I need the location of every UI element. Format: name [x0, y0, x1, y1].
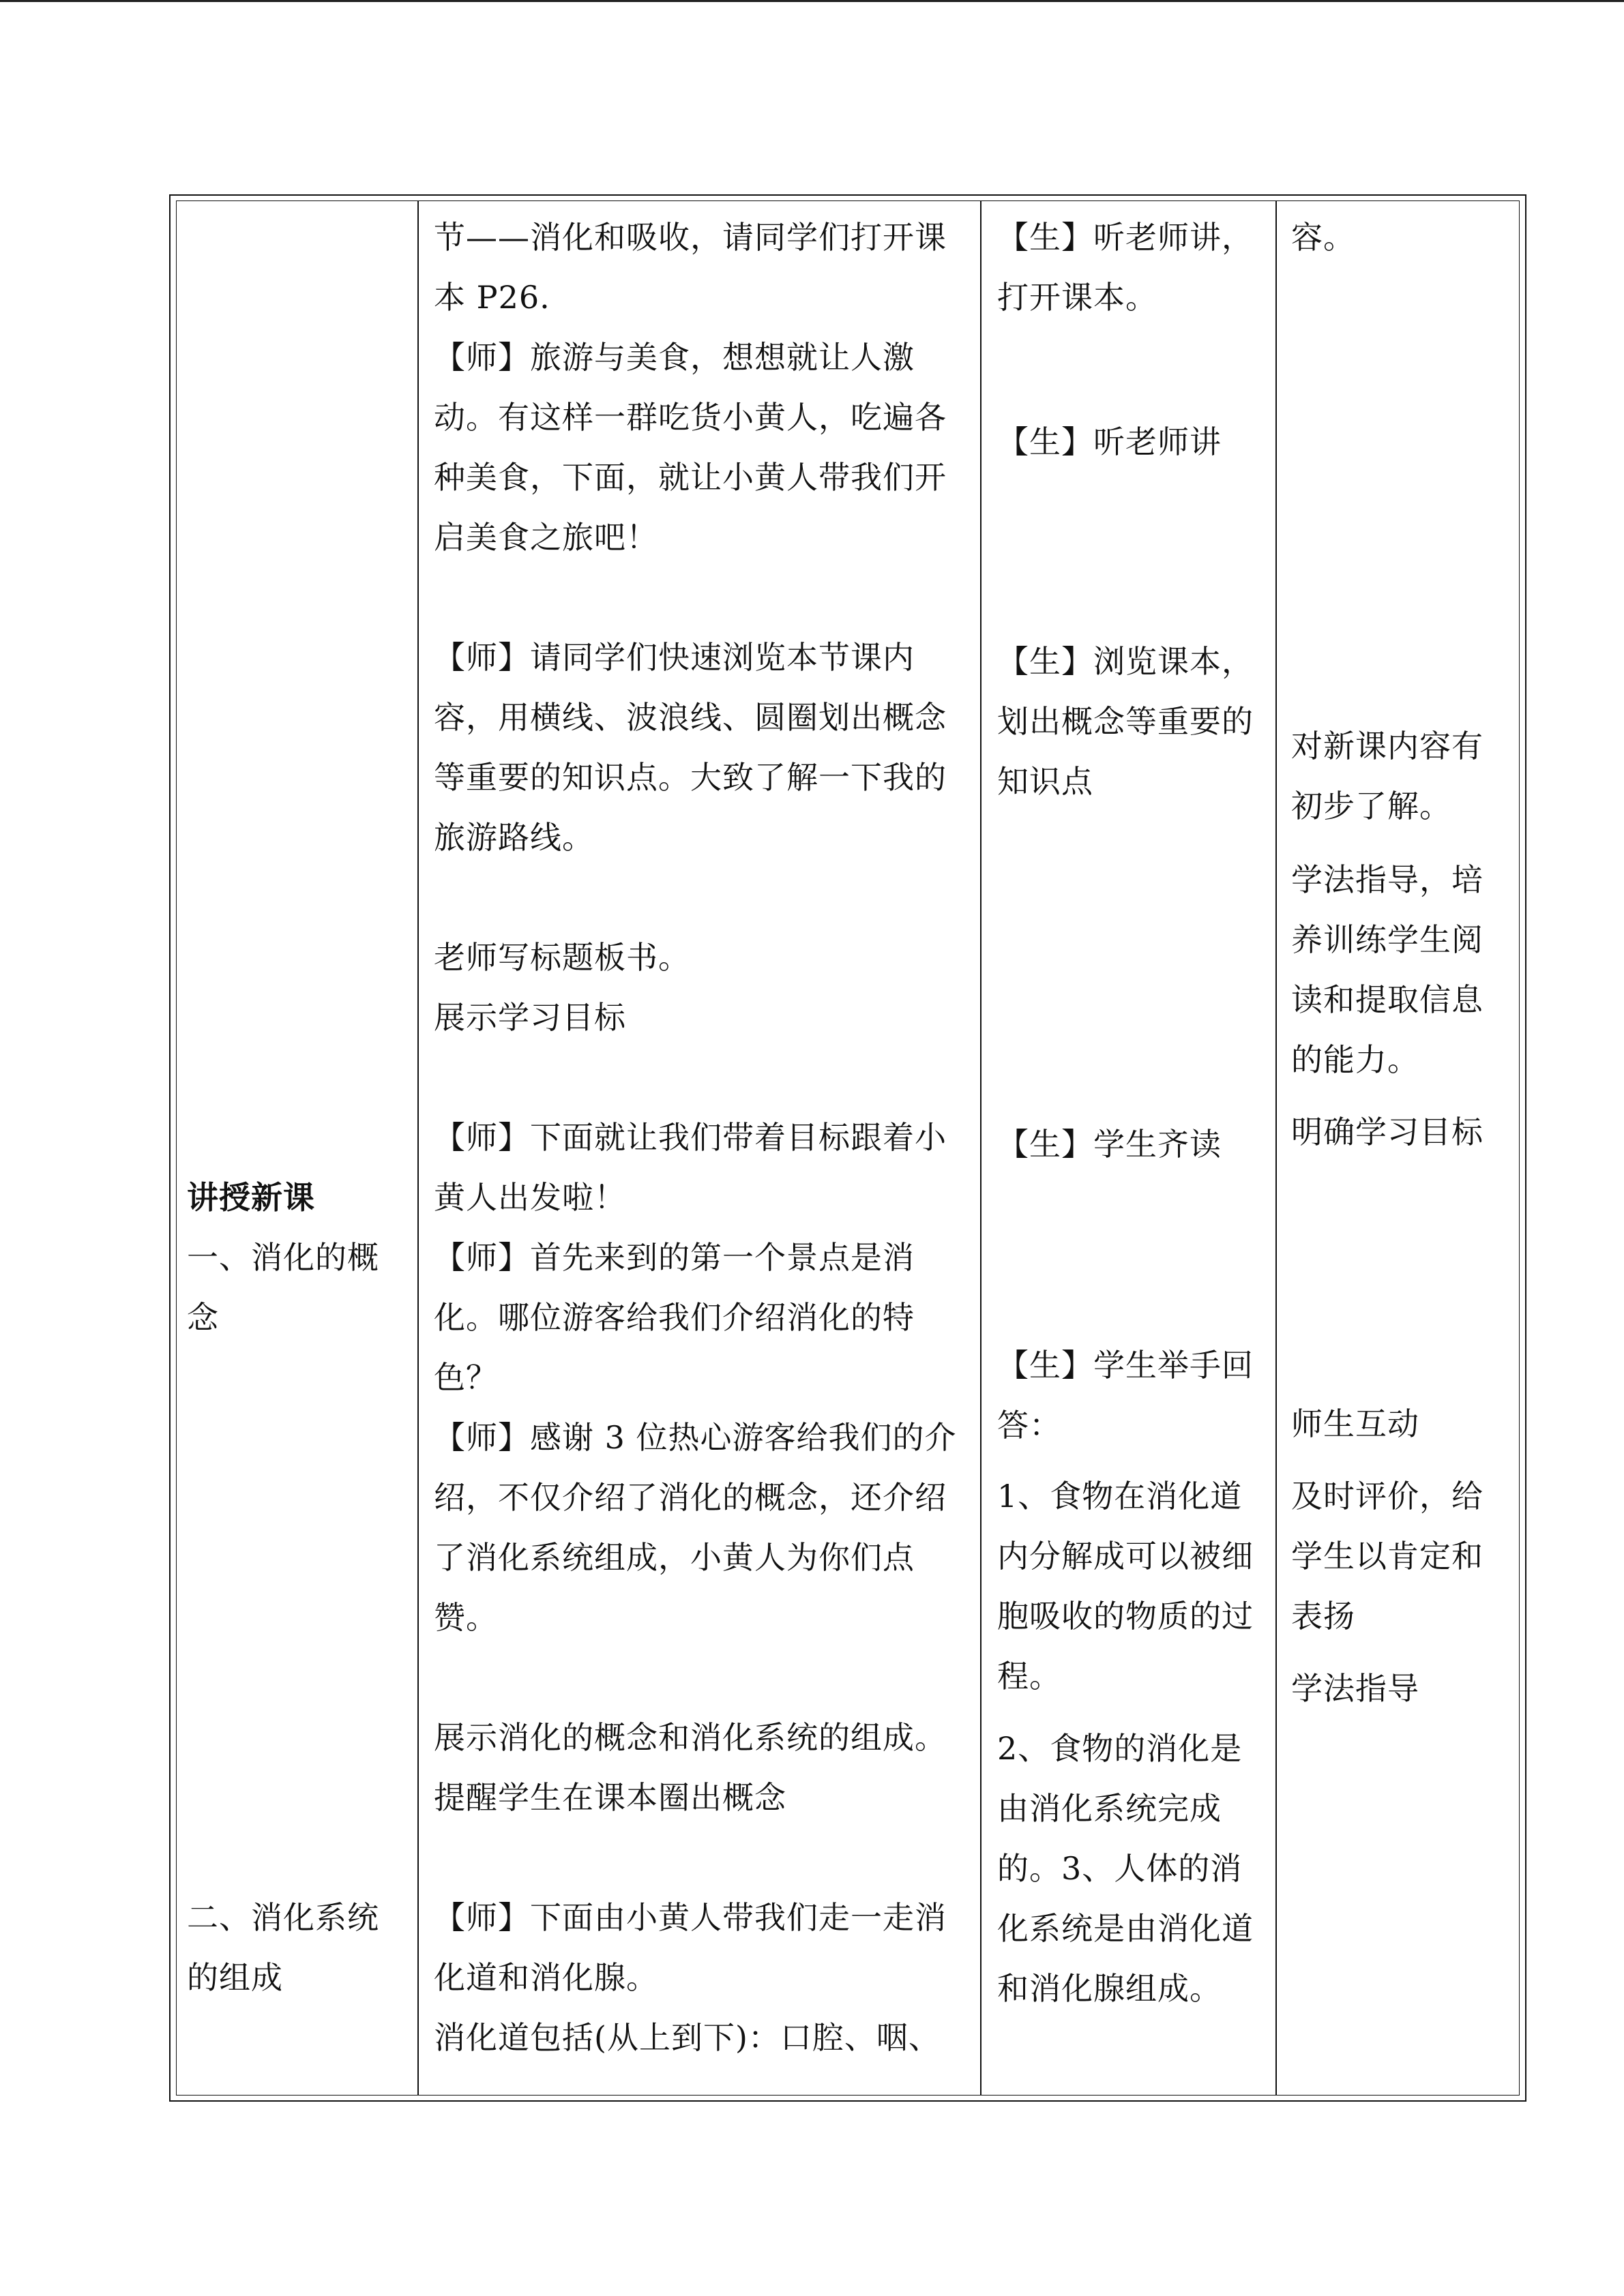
- intent-text-line: 表扬: [1291, 1598, 1355, 1635]
- student-text-line: 【生】听老师讲: [997, 423, 1222, 460]
- teacher-text-line: 化。哪位游客给我们介绍消化的特: [434, 1299, 915, 1336]
- teacher-text-line: 启美食之旅吧！: [434, 519, 658, 556]
- student-text-line: 1、食物在消化道: [997, 1478, 1243, 1515]
- student-text-line: 【生】学生齐读: [997, 1126, 1222, 1163]
- intent-text-line: 容。: [1291, 219, 1355, 256]
- student-text-line: 内分解成可以被细: [997, 1538, 1254, 1575]
- column-divider-1: [417, 200, 419, 2096]
- teacher-text-line: 等重要的知识点。大致了解一下我的: [434, 759, 947, 796]
- section-2-title-line2: 的组成: [187, 1959, 283, 1996]
- section-1-title-line1: 一、消化的概: [187, 1239, 379, 1276]
- teacher-text-line: 动。有这样一群吃货小黄人，吃遍各: [434, 399, 947, 436]
- teacher-text-line: 绍，不仅介绍了消化的概念，还介绍: [434, 1479, 947, 1516]
- teacher-text-line: 了消化系统组成，小黄人为你们点: [434, 1539, 915, 1576]
- teacher-text-line: 消化道包括(从上到下)：口腔、咽、: [434, 2019, 941, 2056]
- student-text-line: 知识点: [997, 763, 1093, 800]
- student-text-line: 打开课本。: [997, 279, 1157, 316]
- student-text-line: 【生】浏览课本，: [997, 643, 1254, 680]
- student-text-line: 胞吸收的物质的过: [997, 1598, 1254, 1635]
- student-text-line: 和消化腺组成。: [997, 1970, 1222, 2007]
- teacher-text-line: 节——消化和吸收，请同学们打开课: [434, 219, 947, 256]
- student-text-line: 2、食物的消化是: [997, 1730, 1243, 1767]
- teacher-text-line: 化道和消化腺。: [434, 1959, 658, 1996]
- teacher-text-line: 【师】请同学们快速浏览本节课内: [434, 639, 915, 676]
- column-divider-2: [980, 200, 981, 2096]
- intent-text-line: 读和提取信息: [1291, 981, 1483, 1018]
- intent-text-line: 及时评价，给: [1291, 1478, 1483, 1515]
- teacher-text-line: 【师】旅游与美食，想想就让人激: [434, 339, 915, 376]
- teacher-text-line: 种美食，下面，就让小黄人带我们开: [434, 459, 947, 496]
- intent-text-line: 明确学习目标: [1291, 1114, 1483, 1150]
- intent-text-line: 养训练学生阅: [1291, 921, 1483, 958]
- teacher-text-line: 容，用横线、波浪线、圆圈划出概念: [434, 699, 947, 736]
- intent-text-line: 的能力。: [1291, 1041, 1419, 1078]
- teacher-text-line: 【师】下面由小黄人带我们走一走消: [434, 1899, 947, 1936]
- student-text-line: 化系统是由消化道: [997, 1910, 1254, 1947]
- student-text-line: 答：: [997, 1407, 1061, 1444]
- teacher-text-line: 本 P26.: [434, 279, 550, 316]
- teacher-text-line: 老师写标题板书。: [434, 939, 690, 976]
- teacher-text-line: 【师】首先来到的第一个景点是消: [434, 1239, 915, 1276]
- student-text-line: 程。: [997, 1658, 1061, 1695]
- section-heading: 讲授新课: [187, 1179, 315, 1216]
- section-1-title-line2: 念: [187, 1299, 219, 1336]
- student-text-line: 的。3、人体的消: [997, 1850, 1243, 1887]
- teacher-text-line: 提醒学生在课本圈出概念: [434, 1779, 786, 1816]
- teacher-text-line: 【师】下面就让我们带着目标跟着小: [434, 1119, 947, 1156]
- student-text-line: 【生】学生举手回: [997, 1347, 1254, 1384]
- teacher-text-line: 黄人出发啦！: [434, 1179, 626, 1216]
- page-top-border: [0, 0, 1624, 2]
- intent-text-line: 学生以肯定和: [1291, 1538, 1483, 1575]
- teacher-text-line: 色？: [434, 1359, 498, 1396]
- teacher-text-line: 展示学习目标: [434, 999, 626, 1036]
- student-text-line: 【生】听老师讲，: [997, 219, 1254, 256]
- column-divider-3: [1275, 200, 1277, 2096]
- intent-text-line: 学法指导，培: [1291, 861, 1483, 898]
- student-text-line: 划出概念等重要的: [997, 703, 1254, 740]
- teacher-text-line: 旅游路线。: [434, 819, 594, 856]
- section-2-title-line1: 二、消化系统: [187, 1899, 379, 1936]
- intent-text-line: 对新课内容有: [1291, 728, 1483, 764]
- student-text-line: 由消化系统完成: [997, 1790, 1222, 1827]
- intent-text-line: 初步了解。: [1291, 788, 1451, 824]
- intent-text-line: 学法指导: [1291, 1670, 1419, 1707]
- teacher-text-line: 【师】感谢 3 位热心游客给我们的介: [434, 1419, 957, 1456]
- teacher-text-line: 赞。: [434, 1599, 498, 1636]
- intent-text-line: 师生互动: [1291, 1405, 1419, 1442]
- teacher-text-line: 展示消化的概念和消化系统的组成。: [434, 1719, 947, 1756]
